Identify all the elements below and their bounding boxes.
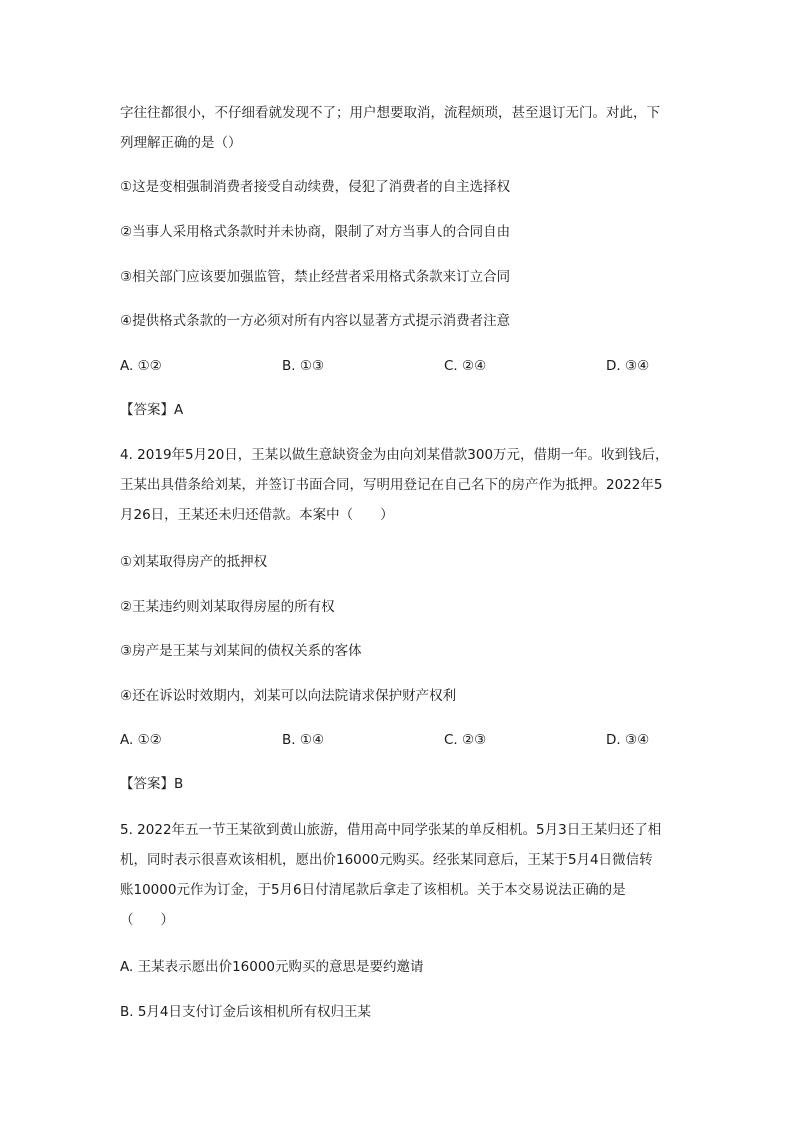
q4-option-a: A. ①② — [120, 732, 162, 748]
q4-option-b: B. ①④ — [282, 732, 325, 748]
q4-option-d: D. ③④ — [606, 732, 650, 748]
q5-option-a: A. 王某表示愿出价16000元购买的意思是要约邀请 — [120, 959, 424, 975]
q3-stem-line-2: 列理解正确的是（） — [120, 135, 242, 151]
q5-stem-line-3: 账10000元作为订金，于5月6日付清尾款后拿走了该相机。关于本交易说法正确的是 — [120, 882, 626, 898]
q5-option-b: B. 5月4日支付订金后该相机所有权归王某 — [120, 1004, 372, 1020]
q3-option-c: C. ②④ — [444, 358, 487, 374]
q4-item-4: ④还在诉讼时效期内，刘某可以向法院请求保护财产权利 — [120, 688, 457, 704]
q3-item-4: ④提供格式条款的一方必须对所有内容以显著方式提示消费者注意 — [120, 313, 511, 329]
q4-stem-line-3: 月26日，王某还未归还借款。本案中（ ） — [120, 507, 394, 523]
q4-item-3: ③房产是王某与刘某间的债权关系的客体 — [120, 643, 362, 659]
q4-options — [120, 730, 680, 750]
q3-item-2: ②当事人采用格式条款时并未协商，限制了对方当事人的合同自由 — [120, 224, 511, 240]
q3-option-a: A. ①② — [120, 358, 162, 374]
q3-stem-line-1: 字往往都很小，不仔细看就发现不了；用户想要取消，流程烦琐，甚至退订无门。对此，下 — [120, 105, 660, 121]
q5-stem-line-1: 5. 2022年五一节王某欲到黄山旅游，借用高中同学张某的单反相机。5月3日王某归还了相 — [120, 822, 662, 838]
q4-stem-line-2: 王某出具借条给刘某，并签订书面合同，写明用登记在自己名下的房产作为抵押。2022年5 — [120, 477, 663, 493]
q3-answer: 【答案】A — [120, 402, 184, 418]
q3-item-3: ③相关部门应该要加强监管，禁止经营者采用格式条款来订立合同 — [120, 269, 511, 285]
q4-item-2: ②王某违约则刘某取得房屋的所有权 — [120, 599, 335, 615]
q5-stem-line-4: （ ） — [120, 912, 174, 928]
q5-stem-line-2: 机，同时表示很喜欢该相机，愿出价16000元购买。经张某同意后，王某于5月4日微信转 — [120, 852, 653, 868]
q4-option-c: C. ②③ — [444, 732, 487, 748]
q3-option-d: D. ③④ — [606, 358, 650, 374]
q4-item-1: ①刘某取得房产的抵押权 — [120, 554, 268, 570]
q3-option-b: B. ①③ — [282, 358, 325, 374]
q3-options — [120, 356, 680, 376]
q3-item-1: ①这是变相强制消费者接受自动续费，侵犯了消费者的自主选择权 — [120, 179, 511, 195]
q4-answer: 【答案】B — [120, 776, 184, 792]
q4-stem-line-1: 4. 2019年5月20日，王某以做生意缺资金为由向刘某借款300万元，借期一年。收到钱后， — [120, 447, 669, 463]
